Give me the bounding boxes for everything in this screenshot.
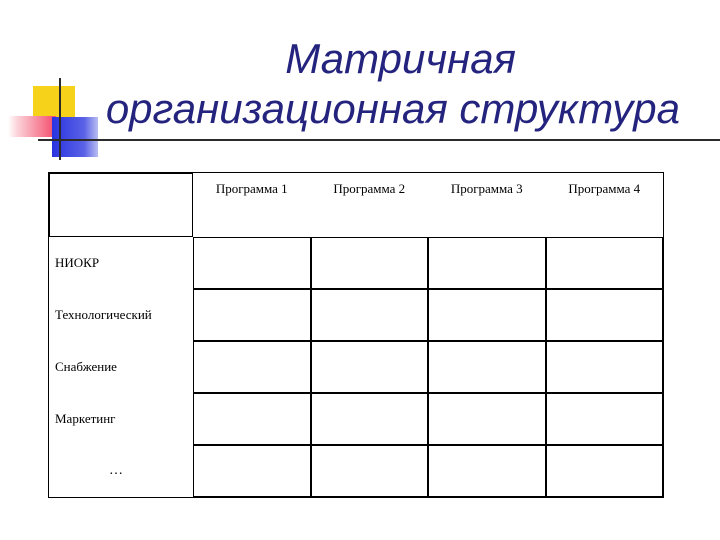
matrix-table	[48, 172, 664, 498]
table-cell	[193, 445, 311, 497]
table-cell	[546, 289, 664, 341]
row-label: НИОКР	[55, 255, 100, 270]
slide-title-line1: Матричная	[285, 35, 516, 82]
row-label: Снабжение	[55, 359, 117, 374]
table-cell	[193, 393, 311, 445]
table-cell	[428, 289, 546, 341]
table-cell	[428, 341, 546, 393]
table-row	[49, 237, 663, 289]
table-cell	[193, 237, 311, 289]
slide-title-line2: организационная структура	[105, 85, 680, 132]
table-corner-cell	[49, 173, 193, 237]
table-cell	[193, 289, 311, 341]
row-label: …	[109, 463, 123, 478]
decor-red-bar	[8, 116, 56, 137]
table-cell	[428, 393, 546, 445]
table-cell	[311, 237, 429, 289]
slide-title	[96, 34, 716, 134]
table-cell	[546, 341, 664, 393]
table-cell	[546, 393, 664, 445]
column-header: Программа 4	[568, 181, 641, 196]
table-row	[49, 289, 663, 341]
table-cell	[311, 341, 429, 393]
table-row	[49, 445, 663, 497]
column-header: Программа 3	[450, 181, 523, 196]
table-cell	[311, 445, 429, 497]
decor-vertical-line	[59, 78, 61, 160]
table-cell	[311, 393, 429, 445]
table-cell	[193, 341, 311, 393]
table-row	[49, 393, 663, 445]
table-cell	[311, 289, 429, 341]
table-cell	[546, 445, 664, 497]
table-cell	[428, 445, 546, 497]
table-cell	[546, 237, 664, 289]
column-header: Программа 1	[215, 181, 288, 196]
table-row	[49, 341, 663, 393]
row-label: Маркетинг	[55, 411, 116, 426]
table-header-row	[49, 173, 663, 237]
row-label: Технологический	[55, 307, 152, 322]
decor-horizontal-line	[38, 139, 720, 141]
column-header: Программа 2	[333, 181, 406, 196]
table-cell	[428, 237, 546, 289]
